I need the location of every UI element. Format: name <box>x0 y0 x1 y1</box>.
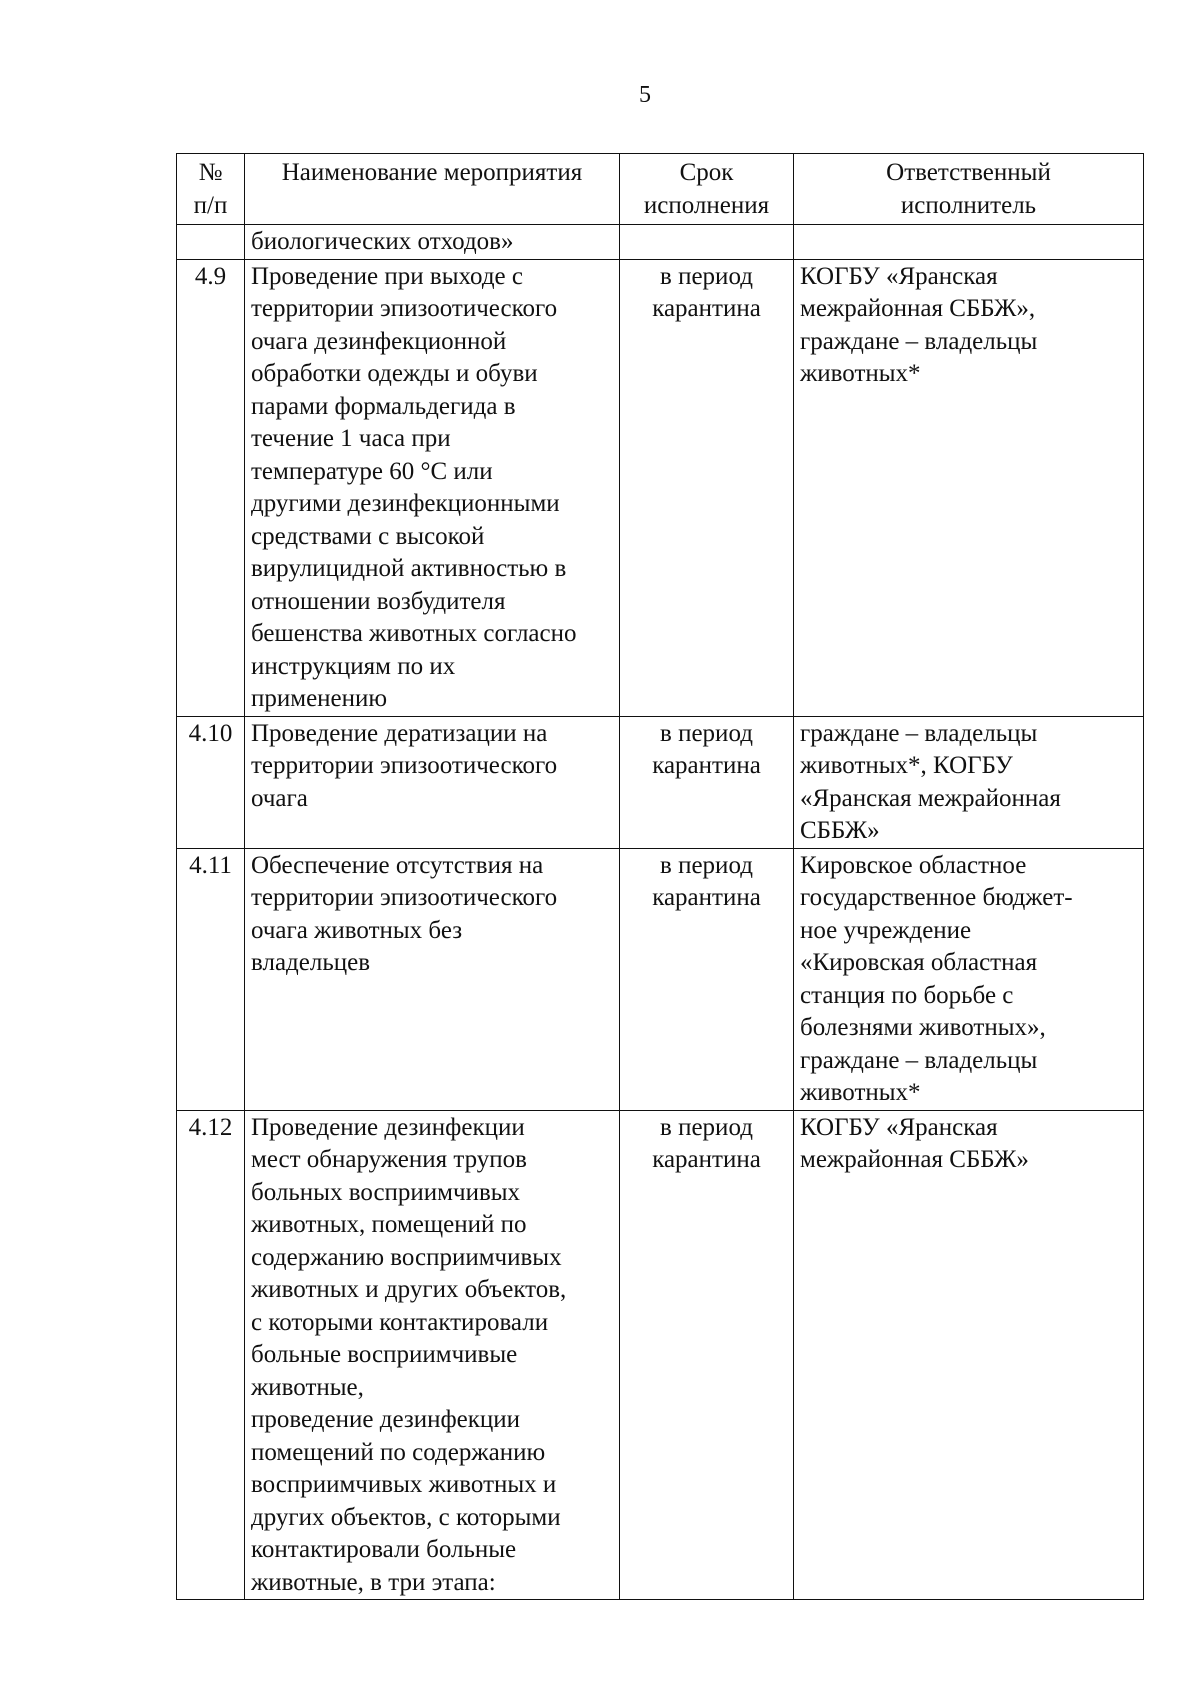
cell-text-line: животных* <box>800 1079 921 1106</box>
header-line: Наименование мероприятия <box>281 159 583 186</box>
responsible-cell <box>794 225 1144 260</box>
header-line: № <box>198 159 223 186</box>
measure-name-cell <box>245 716 620 848</box>
header-number <box>177 154 245 225</box>
cell-text-line: территории эпизоотического <box>251 295 558 322</box>
deadline-cell <box>620 259 794 716</box>
responsible-cell <box>794 716 1144 848</box>
cell-text-line: бешенства животных согласно <box>251 620 577 647</box>
cell-text-line: проведение дезинфекции <box>251 1406 521 1433</box>
cell-text-line: «Кировская областная <box>800 949 1038 976</box>
header-line: Ответственный <box>886 159 1051 186</box>
measure-name-cell <box>245 225 620 260</box>
cell-text-line: парами формальдегида в <box>251 392 516 420</box>
deadline-cell <box>620 716 794 848</box>
cell-text-line: болезнями животных», <box>800 1014 1046 1041</box>
deadline-cell <box>620 225 794 260</box>
cell-text-line: животных*, КОГБУ <box>800 752 1013 779</box>
cell-text-line: животные, <box>251 1373 364 1401</box>
cell-text-line: карантина <box>652 295 761 322</box>
row-number-cell: 4.10 <box>177 716 245 848</box>
header-line: Срок <box>679 159 734 186</box>
cell-text-line: Проведение дератизации на <box>251 719 548 747</box>
responsible-cell <box>794 259 1144 716</box>
cell-text-line: отношении возбудителя <box>251 587 506 615</box>
cell-text-line: животных* <box>800 360 921 387</box>
cell-text-line: территории эпизоотического <box>251 752 558 779</box>
cell-text-line: Проведение при выходе с <box>251 262 523 290</box>
header-deadline <box>620 154 794 225</box>
cell-text-line: КОГБУ «Яранская <box>800 1113 998 1141</box>
cell-text-line: инструкциям по их <box>251 652 456 680</box>
cell-text-line: Кировское областное <box>800 851 1027 879</box>
table-row <box>177 259 1144 716</box>
cell-text-line: очага <box>251 784 308 812</box>
cell-text-line: Проведение дезинфекции <box>251 1113 525 1141</box>
cell-text-line: Обеспечение отсутствия на <box>251 851 544 879</box>
cell-text-line: мест обнаружения трупов <box>251 1146 527 1173</box>
cell-text-line: в период <box>660 1113 753 1141</box>
cell-text-line: содержанию восприимчивых <box>251 1243 562 1271</box>
cell-text-line: с которыми контактировали <box>251 1308 549 1336</box>
cell-text-line: других объектов, с которыми <box>251 1503 561 1531</box>
cell-text-line: течение 1 часа при <box>251 425 451 452</box>
header-responsible <box>794 154 1144 225</box>
row-number-cell: 4.12 <box>177 1110 245 1600</box>
cell-text-line: государственное бюджет- <box>800 884 1073 911</box>
cell-text-line: животных и других объектов, <box>251 1276 567 1303</box>
table-row <box>177 716 1144 848</box>
table-body <box>177 225 1144 1600</box>
measure-name-cell <box>245 1110 620 1600</box>
table-row <box>177 1110 1144 1600</box>
cell-text-line: больные восприимчивые <box>251 1341 518 1368</box>
cell-text-line: обработки одежды и обуви <box>251 360 538 387</box>
responsible-cell <box>794 1110 1144 1600</box>
row-number-cell: 4.11 <box>177 848 245 1110</box>
cell-text-line: ное учреждение <box>800 916 972 944</box>
header-line: п/п <box>193 191 228 219</box>
cell-text-line: больных восприимчивых <box>251 1178 521 1206</box>
cell-text-line: применению <box>251 685 388 712</box>
deadline-cell <box>620 1110 794 1600</box>
cell-text-line: контактировали больные <box>251 1536 517 1563</box>
cell-text-line: средствами с высокой <box>251 522 485 550</box>
measures-table <box>176 153 1144 1600</box>
cell-text-line: помещений по содержанию <box>251 1438 546 1466</box>
cell-text-line: очага животных без <box>251 916 463 944</box>
cell-text-line: биологических отходов» <box>251 228 514 255</box>
page-number: 5 <box>639 82 651 108</box>
measure-name-cell <box>245 259 620 716</box>
cell-text-line: другими дезинфекционными <box>251 490 560 517</box>
cell-text-line: межрайонная СББЖ» <box>800 1146 1029 1173</box>
cell-text-line: станция по борьбе с <box>800 981 1014 1009</box>
cell-text-line: КОГБУ «Яранская <box>800 262 998 290</box>
responsible-cell <box>794 848 1144 1110</box>
measure-name-cell <box>245 848 620 1110</box>
cell-text-line: вирулицидной активностью в <box>251 555 567 582</box>
cell-text-line: животных, помещений по <box>251 1211 527 1238</box>
cell-text-line: карантина <box>652 752 761 779</box>
cell-text-line: межрайонная СББЖ», <box>800 295 1036 322</box>
table-row <box>177 848 1144 1110</box>
cell-text-line: владельцев <box>251 949 371 976</box>
cell-text-line: граждане – владельцы <box>800 327 1038 355</box>
header-measure-name <box>245 154 620 225</box>
row-number-cell: 4.9 <box>177 259 245 716</box>
cell-text-line: в период <box>660 719 753 747</box>
cell-text-line: в период <box>660 851 753 879</box>
table-row <box>177 225 1144 260</box>
cell-text-line: СББЖ» <box>800 817 880 844</box>
cell-text-line: граждане – владельцы <box>800 1046 1038 1074</box>
cell-text-line: животные, в три этапа: <box>251 1568 496 1596</box>
cell-text-line: температуре 60 °С или <box>251 457 493 485</box>
cell-text-line: карантина <box>652 1146 761 1173</box>
cell-text-line: карантина <box>652 884 761 911</box>
row-number-cell <box>177 225 245 260</box>
cell-text-line: граждане – владельцы <box>800 719 1038 747</box>
cell-text-line: «Яранская межрайонная <box>800 784 1061 812</box>
table-header-row <box>177 154 1144 225</box>
deadline-cell <box>620 848 794 1110</box>
header-line: исполнения <box>643 191 770 219</box>
header-line: исполнитель <box>900 191 1037 219</box>
cell-text-line: восприимчивых животных и <box>251 1471 557 1498</box>
cell-text-line: очага дезинфекционной <box>251 327 507 355</box>
cell-text-line: в период <box>660 262 753 290</box>
cell-text-line: территории эпизоотического <box>251 884 558 911</box>
